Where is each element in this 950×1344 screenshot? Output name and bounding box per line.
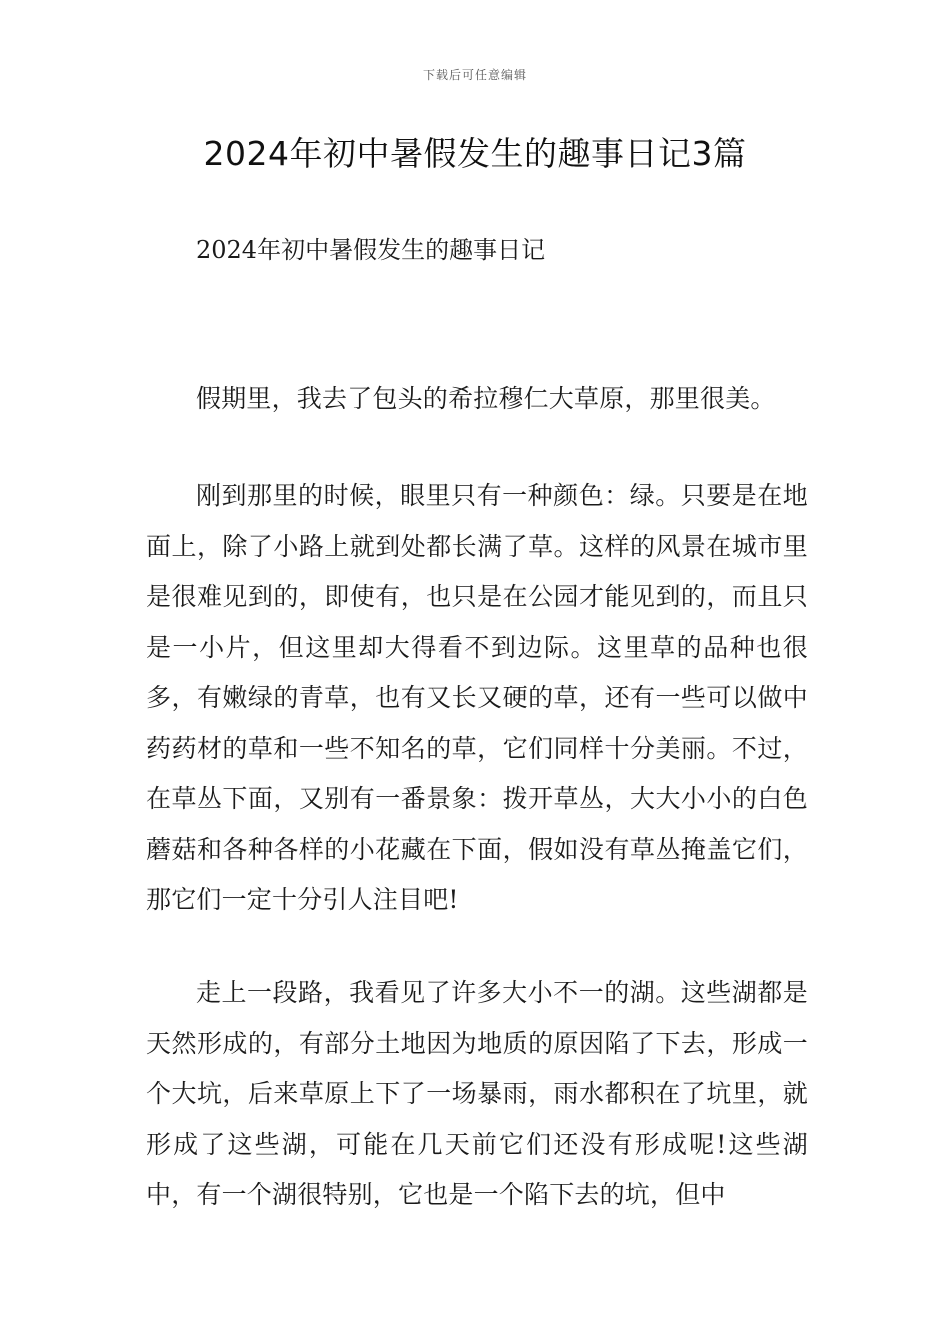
paragraph-1: 假期里，我去了包头的希拉穆仁大草原，那里很美。 bbox=[196, 384, 776, 413]
header-note: 下载后可任意编辑 bbox=[422, 68, 527, 82]
paragraph-3: 走上一段路，我看见了许多大小不一的湖。这些湖都是天然形成的，有部分土地因为地质的原因陷了下去，形成一个大坑，后来草原上下了一场暴雨，雨水都积在了坑里，就形成了这些湖，可能在几天前它们还没有形成呢!这些湖中，有一个湖很特别，它也是一个陷下去的坑，但中 bbox=[146, 978, 808, 1209]
document-title: 2024年初中暑假发生的趣事日记3篇 bbox=[203, 134, 747, 173]
document-subtitle: 2024年初中暑假发生的趣事日记 bbox=[196, 236, 546, 264]
paragraph-2: 刚到那里的时候，眼里只有一种颜色：绿。只要是在地面上，除了小路上就到处都长满了草。这样的风景在城市里是很难见到的，即使有，也只是在公园才能见到的，而且只是一小片，但这里却大得看不到边际。这里草的品种也很多，有嫩绿的青草，也有又长又硬的草，还有一些可以做中药药材的草和一些不知名的草，它们同样十分美丽。不过，在草丛下面，又别有一番景象：拨开草丛，大大小小的白色蘑菇和各种各样的小花藏在下面，假如没有草丛掩盖它们，那它们一定十分引人注目吧! bbox=[146, 481, 808, 914]
